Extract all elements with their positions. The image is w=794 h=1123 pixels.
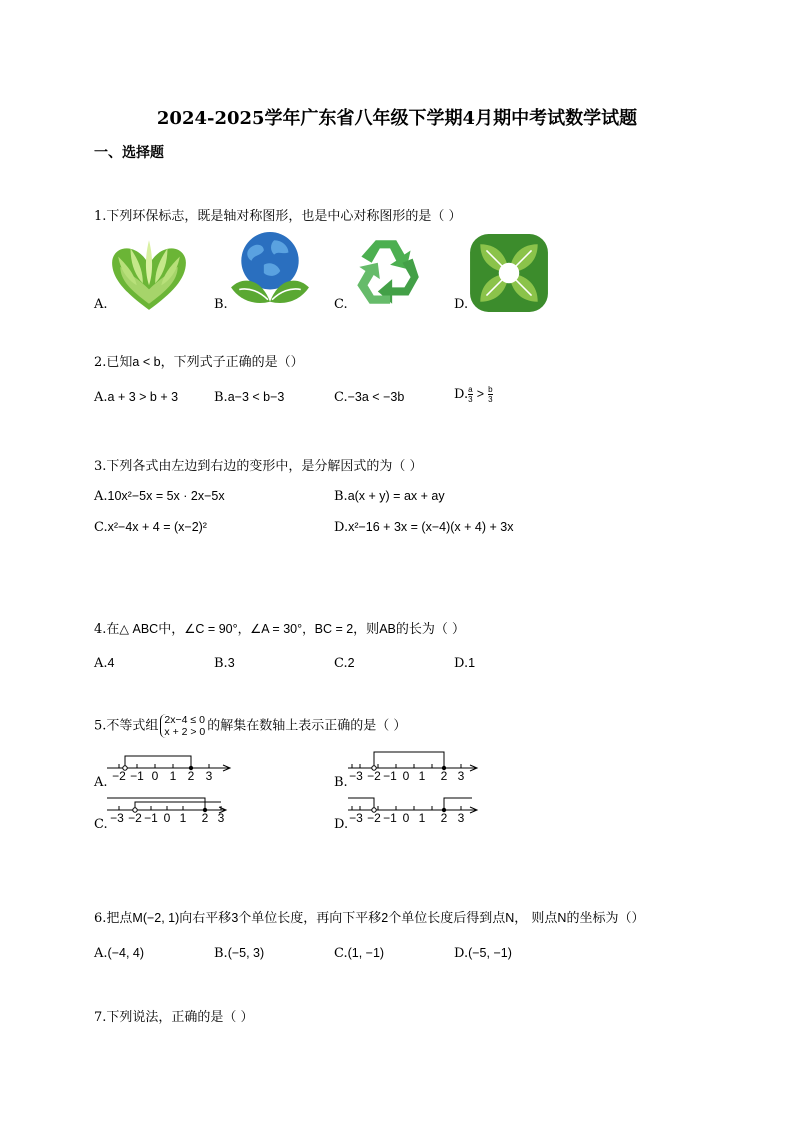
question-4-stem <box>94 618 465 637</box>
four-leaf-logo <box>468 232 550 314</box>
q3-option-b-math: a(x + y) = ax + ay <box>347 489 445 503</box>
q1-option-a-label: A. <box>94 297 108 312</box>
q6-stem-text-5: ， 则点 <box>514 911 558 926</box>
q4-option-c[interactable] <box>334 656 355 671</box>
q2-option-d-label: D. <box>454 387 469 402</box>
q2-stem-text-1: 2.已知 <box>94 355 133 370</box>
q2-d-den-1: 3 <box>468 395 473 404</box>
q2-d-num-1: a <box>468 385 473 394</box>
question-7-stem: 7.下列说法，正确的是（ ） <box>94 1010 254 1025</box>
q6-stem-text-3: 个单位长度，再向下平移 <box>238 911 382 926</box>
q6-stem-math-1: M(−2, 1) <box>132 911 180 925</box>
q6-stem-math-3: 2 <box>381 911 389 925</box>
q2-option-b[interactable] <box>214 390 284 405</box>
question-2-stem <box>94 351 304 370</box>
q2-option-c-math: −3a < −3b <box>347 390 405 404</box>
q6-option-a-value: (−4, 4) <box>107 946 145 960</box>
q5-a-tick-label: −2 <box>112 769 126 783</box>
q5-system-line-2: x + 2 > 0 <box>164 726 206 738</box>
q3-option-a-label: A. <box>94 489 108 504</box>
q4-option-d-label: D. <box>454 656 469 671</box>
q6-stem-text-4: 个单位长度后得到点 <box>388 911 506 926</box>
q4-option-d[interactable] <box>454 656 475 671</box>
q3-option-d-math: x²−16 + 3x = (x−4)(x + 4) + 3x <box>348 520 514 534</box>
q6-option-a[interactable] <box>94 946 144 961</box>
q1-option-c-label: C. <box>334 297 348 312</box>
q6-option-d[interactable] <box>454 946 512 961</box>
q5-b-tick-label: 3 <box>457 769 465 783</box>
q5-d-tick-label: 0 <box>402 811 410 825</box>
q3-option-c-label: C. <box>94 520 108 535</box>
q5-d-tick-label: 1 <box>418 811 426 825</box>
q5-a-tick-label: −1 <box>130 769 144 783</box>
q5-option-c-label: C. <box>94 817 108 832</box>
q4-stem-math-2: ∠C = 90°，∠A = 30°，BC = 2 <box>184 622 354 636</box>
q2-option-d[interactable] <box>454 385 493 404</box>
q5-c-tick-label: 1 <box>179 811 187 825</box>
q4-option-b-value: 3 <box>227 656 235 670</box>
q2-option-c[interactable] <box>334 390 404 405</box>
q4-option-c-label: C. <box>334 656 348 671</box>
q6-stem-math-5: N <box>557 911 567 925</box>
q6-stem-math-4: N <box>505 911 515 925</box>
q5-d-tick-label: −1 <box>383 811 397 825</box>
heart-leaves-logo <box>108 232 190 314</box>
q4-option-a-label: A. <box>94 656 108 671</box>
q6-option-c-value: (1, −1) <box>347 946 385 960</box>
q5-option-b-label: B. <box>334 775 348 790</box>
q1-option-d-label: D. <box>454 297 469 312</box>
q6-option-b-label: B. <box>214 946 228 961</box>
q5-b-tick-label: 0 <box>402 769 410 783</box>
q4-stem-text-4: 的长为（ ） <box>395 622 466 637</box>
q5-b-tick-label: −1 <box>383 769 397 783</box>
q1-option-b-label: B. <box>214 297 228 312</box>
q3-option-b[interactable] <box>334 489 445 504</box>
q5-c-tick-label: −2 <box>128 811 142 825</box>
question-6-stem <box>94 907 644 926</box>
q4-option-c-value: 2 <box>347 656 355 670</box>
q3-option-a[interactable] <box>94 489 225 504</box>
q5-inequality-system <box>160 714 205 738</box>
q5-option-a-label: A. <box>94 775 108 790</box>
q5-c-tick-label: −3 <box>110 811 124 825</box>
q6-stem-text-6: 的坐标为（） <box>566 911 645 926</box>
q5-option-a-number-line[interactable] <box>105 748 235 784</box>
q2-stem-math: a < b <box>132 355 161 369</box>
q4-stem-math-3: AB <box>379 622 396 636</box>
q4-option-a[interactable] <box>94 656 114 671</box>
q3-option-b-label: B. <box>334 489 348 504</box>
q5-a-tick-label: 3 <box>205 769 213 783</box>
question-5-stem <box>94 714 406 738</box>
q5-a-tick-label: 1 <box>169 769 177 783</box>
q4-stem-math-1: △ ABC <box>119 622 159 636</box>
q5-system-line-1: 2x−4 ≤ 0 <box>164 714 205 726</box>
q2-option-a-label: A. <box>94 390 108 405</box>
q5-stem-text-2: 的解集在数轴上表示正确的是（ ） <box>207 718 407 734</box>
q5-b-tick-label: −2 <box>367 769 381 783</box>
q5-d-tick-label: −3 <box>349 811 363 825</box>
q6-option-c-label: C. <box>334 946 348 961</box>
q6-option-d-value: (−5, −1) <box>468 946 512 960</box>
q5-c-tick-label: 2 <box>201 811 209 825</box>
q5-option-b-number-line[interactable] <box>346 748 482 784</box>
q5-stem-text-1: 5.不等式组 <box>94 718 159 734</box>
q6-option-b-value: (−5, 3) <box>227 946 265 960</box>
q6-option-d-label: D. <box>454 946 469 961</box>
q5-b-tick-label: 2 <box>440 769 448 783</box>
page-title: 2024-2025学年广东省八年级下学期4月期中考试数学试题 <box>156 108 638 129</box>
q2-option-d-fraction-2 <box>488 385 492 404</box>
q5-a-tick-label: 0 <box>151 769 159 783</box>
q6-stem-text-1: 6.把点 <box>94 911 133 926</box>
q2-option-a-math: a + 3 > b + 3 <box>107 390 179 404</box>
q2-stem-text-2: ，下列式子正确的是（） <box>160 355 304 370</box>
q5-d-tick-label: −2 <box>367 811 381 825</box>
q3-option-c-math: x²−4x + 4 = (x−2)² <box>107 520 207 534</box>
q4-option-d-value: 1 <box>468 656 476 670</box>
q6-option-a-label: A. <box>94 946 108 961</box>
question-1-stem: 1.下列环保标志，既是轴对称图形，也是中心对称图形的是（ ） <box>94 209 462 224</box>
q6-stem-math-2: 3 <box>231 911 239 925</box>
q2-option-c-label: C. <box>334 390 348 405</box>
q2-option-a[interactable] <box>94 390 178 405</box>
q5-d-tick-label: 3 <box>457 811 465 825</box>
recycle-arrows-logo <box>345 232 427 314</box>
q4-option-b-label: B. <box>214 656 228 671</box>
q2-option-b-math: a−3 < b−3 <box>227 390 285 404</box>
q2-d-operator: > <box>476 387 484 401</box>
q5-option-d-number-line[interactable] <box>346 790 482 826</box>
q4-stem-text-2: 中， <box>158 622 185 637</box>
q3-option-d-label: D. <box>334 520 349 535</box>
section-heading: 一、选择题 <box>94 145 164 161</box>
q5-b-tick-label: 1 <box>418 769 426 783</box>
q2-d-den-2: 3 <box>488 395 493 404</box>
q5-a-tick-label: 2 <box>187 769 195 783</box>
q4-stem-text-3: ，则 <box>353 622 380 637</box>
q6-option-c[interactable] <box>334 946 384 961</box>
q4-option-b[interactable] <box>214 656 235 671</box>
q6-stem-text-2: 向右平移 <box>179 911 232 926</box>
q6-option-b[interactable] <box>214 946 264 961</box>
q3-option-c[interactable] <box>94 520 207 535</box>
q2-d-num-2: b <box>488 385 493 394</box>
q5-d-tick-label: 2 <box>440 811 448 825</box>
question-3-stem: 3.下列各式由左边到右边的变形中，是分解因式的为（ ） <box>94 459 423 474</box>
q3-option-a-math: 10x²−5x = 5x · 2x−5x <box>107 489 225 503</box>
q3-option-d[interactable] <box>334 520 513 535</box>
q5-option-c-number-line[interactable] <box>105 790 235 826</box>
q5-c-tick-label: 0 <box>163 811 171 825</box>
q5-c-tick-label: −1 <box>144 811 158 825</box>
q2-option-b-label: B. <box>214 390 228 405</box>
earth-leaves-logo <box>229 230 311 312</box>
q5-b-tick-label: −3 <box>349 769 363 783</box>
q2-option-d-fraction-1 <box>468 385 472 404</box>
q4-stem-text-1: 4.在 <box>94 622 120 637</box>
q5-c-tick-label: 3 <box>217 811 225 825</box>
q4-option-a-value: 4 <box>107 656 115 670</box>
q5-option-d-label: D. <box>334 817 349 832</box>
